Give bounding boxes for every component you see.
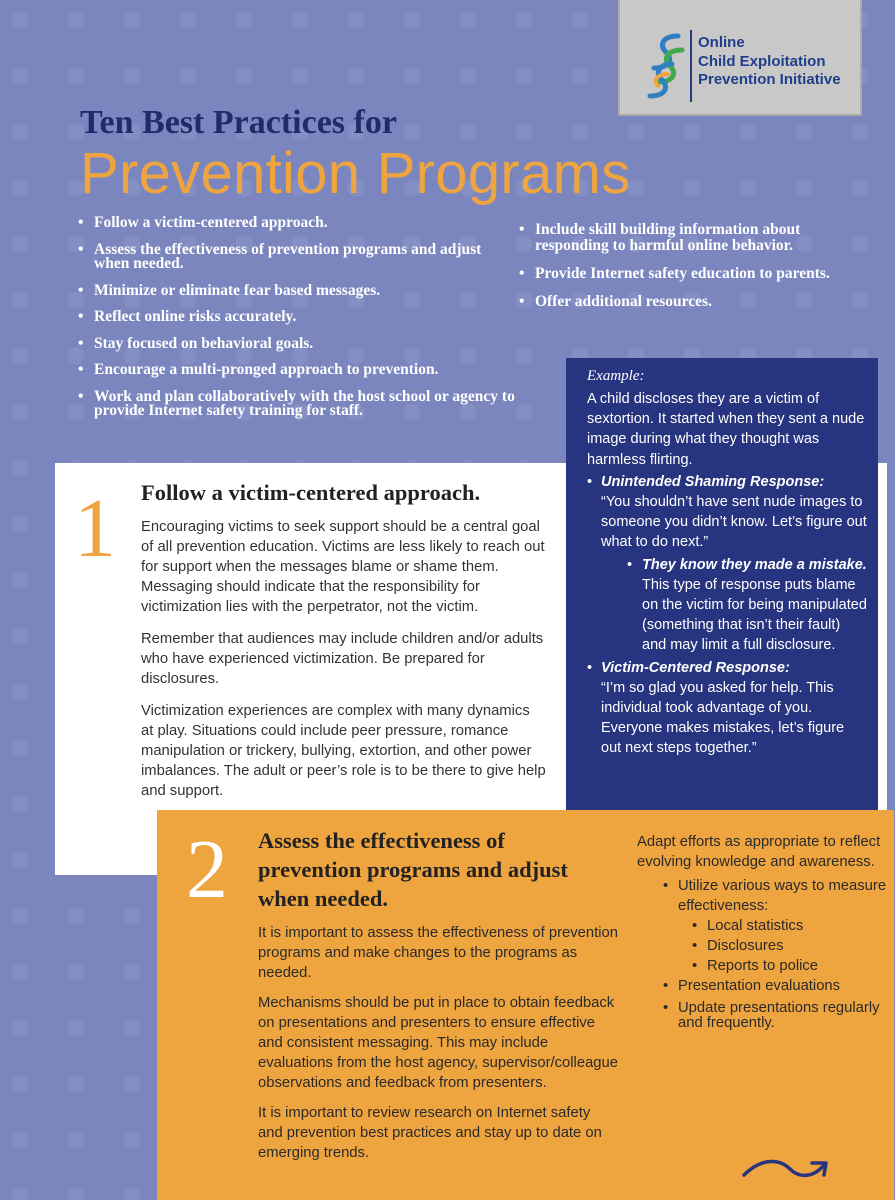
practice-item: • Minimize or eliminate fear based messages. — [78, 284, 518, 299]
measure-subitem: • Local statistics — [692, 916, 887, 936]
section-2-body — [258, 923, 618, 1173]
section-1-number: 1 — [74, 482, 116, 575]
next-page-arrow-icon — [740, 1155, 832, 1185]
practice-item: • Assess the effectiveness of prevention programs and adjust when needed. — [78, 243, 518, 272]
measure-item-text: Utilize various ways to measure effectiveness: — [678, 878, 887, 914]
measure-item — [663, 876, 887, 976]
victim-response-quote: “I’m so glad you asked for help. This individual took advantage of you. Everyone makes mistakes, let’s figure out next steps together.” — [601, 679, 845, 757]
section-2-paragraph: Mechanisms should be put in place to obtain feedback on presentations and presenters to ensure effective and consistent messaging. This may include evaluations from the host agency, supervisor/colleague observations and feedback from presenters. — [258, 995, 618, 1091]
practice-item: • Work and plan collaboratively with the host school or agency to provide Internet safety training for staff. — [78, 390, 518, 419]
example-intro: A child discloses they are a victim of sextortion. It started when they sent a nude image during what they thought was harmless flirting. — [587, 391, 865, 468]
logo-divider — [690, 30, 692, 102]
practices-list-right — [519, 222, 859, 322]
example-responses — [587, 472, 868, 759]
measure-item: • Presentation evaluations — [663, 976, 887, 996]
practice-item: • Follow a victim-centered approach. — [78, 216, 518, 231]
logo — [618, 0, 862, 116]
measure-subitem: • Reports to police — [692, 956, 887, 976]
section-2-heading: Assess the effectiveness of prevention programs and adjust when needed. — [258, 828, 568, 911]
practice-item: • Stay focused on behavioral goals. — [78, 337, 518, 352]
shaming-note-bold: They know they made a mistake. — [642, 556, 867, 573]
shaming-response-quote: “You shouldn’t have sent nude images to someone you didn’t know. Let’s figure out what to do next.” — [601, 494, 867, 551]
section-2-sidebar — [637, 832, 887, 1031]
practices-list-left — [78, 216, 518, 431]
section-2-measures-list — [663, 876, 887, 1031]
practice-item: • Provide Internet safety education to parents. — [519, 266, 859, 282]
section-2-paragraph: It is important to assess the effectiveness of prevention programs and make changes to the programs as needed. — [258, 925, 618, 981]
section-1-paragraph: Victimization experiences are complex with many dynamics at play. Situations could include peer pressure, romance manipulation or trickery, bullying, extortion, and other power imbalances. The adult or peer’s role is to be there to give help and support. — [141, 703, 546, 799]
section-1-heading: Follow a victim-centered approach. — [141, 480, 481, 505]
practice-item: • Encourage a multi-pronged approach to prevention. — [78, 363, 518, 378]
logo-text — [698, 34, 858, 90]
section-2-adapt-text: Adapt efforts as appropriate to reflect evolving knowledge and awareness. — [637, 834, 881, 870]
measure-item: • Update presentations regularly and frequently. — [663, 1001, 887, 1031]
page-title-line-2: Prevention Programs — [80, 141, 631, 206]
logo-line-1: Online — [698, 34, 745, 51]
measure-subitem: • Disclosures — [692, 936, 887, 956]
logo-line-3: Prevention Initiative — [698, 71, 841, 88]
shaming-note-item — [627, 555, 868, 656]
example-panel — [566, 358, 878, 810]
section-1-body — [141, 517, 546, 813]
practice-item: • Include skill building information about responding to harmful online behavior. — [519, 222, 859, 254]
shaming-response-note — [627, 555, 868, 656]
example-label: Example: — [587, 368, 645, 384]
section-2-paragraph: It is important to review research on Internet safety and prevention best practices and stay up to date on emerging trends. — [258, 1105, 602, 1161]
logo-line-2: Child Exploitation — [698, 52, 826, 70]
shaming-response-label: • Unintended Shaming Response: — [601, 473, 825, 490]
section-2-number: 2 — [186, 823, 228, 916]
shaming-response — [587, 472, 868, 656]
victim-centered-response — [587, 658, 868, 759]
measure-sublist — [692, 916, 887, 976]
shaming-note-text: This type of response puts blame on the victim for being manipulated (something that isn’t their fault) and may limit a full disclosure. — [642, 576, 867, 654]
practice-item: • Reflect online risks accurately. — [78, 310, 518, 325]
page-title-line-1: Ten Best Practices for — [80, 104, 397, 141]
practice-item: • Offer additional resources. — [519, 294, 859, 310]
section-1-paragraph: Remember that audiences may include children and/or adults who have experienced victimization. Be prepared for disclosures. — [141, 631, 544, 687]
logo-swirl-icon — [638, 30, 690, 100]
victim-response-label: • Victim-Centered Response: — [601, 659, 790, 676]
section-1-paragraph: Encouraging victims to seek support should be a central goal of all prevention education. Victims are less likely to reach out for support when the messages blame or shame them. Messaging should indicate that the responsibility for victimization lies with the perpetrator, not the victim. — [141, 519, 545, 615]
